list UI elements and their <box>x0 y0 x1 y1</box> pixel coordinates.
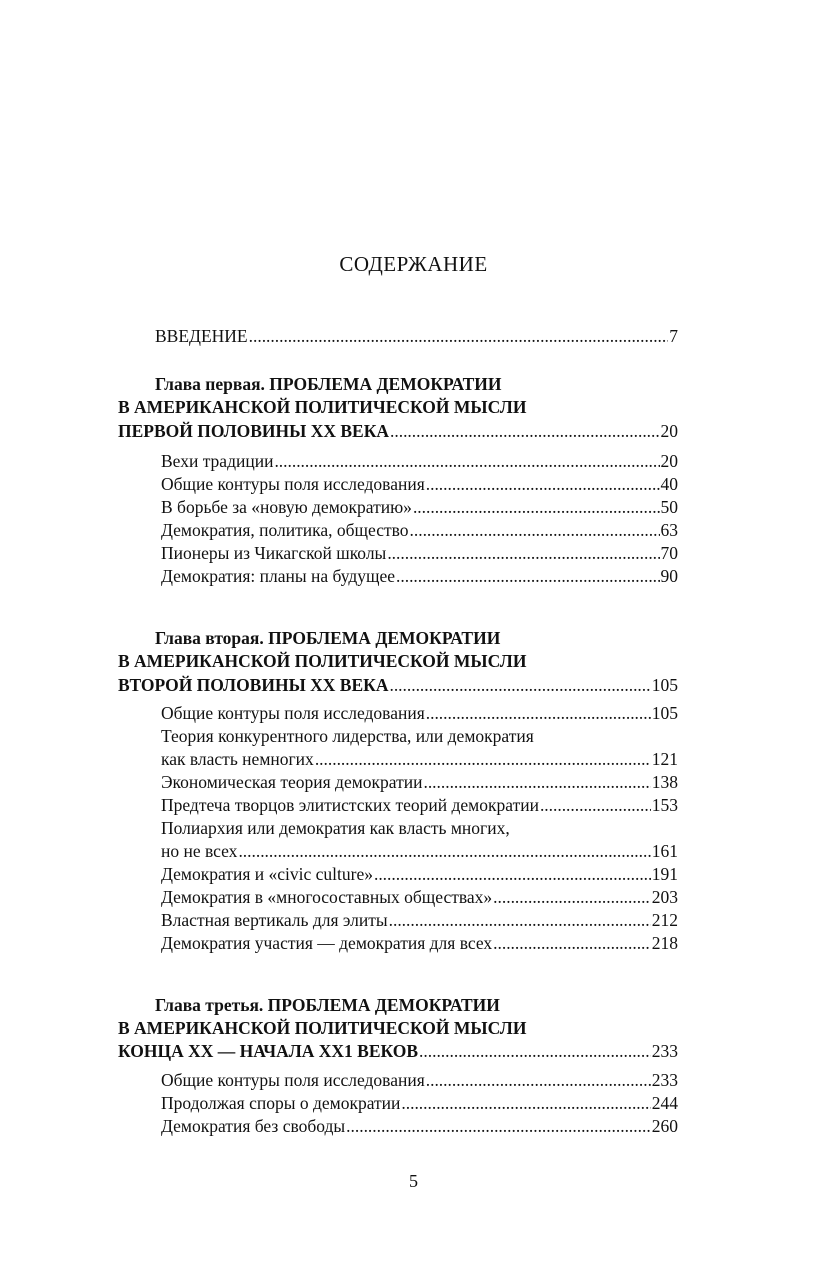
toc-entry-page: 7 <box>669 326 678 346</box>
toc-entry-page: 63 <box>660 520 678 540</box>
leader-dots <box>346 1115 651 1137</box>
chapter-heading-line: Глава третья. ПРОБЛЕМА ДЕМОКРАТИИ <box>155 995 500 1015</box>
toc-entry-label: Демократия в «многосоставных обществах» <box>161 887 493 907</box>
toc-entry-page: 20 <box>660 421 678 441</box>
toc-entry-page: 161 <box>651 841 678 861</box>
toc-entry <box>161 565 678 587</box>
page-number: 5 <box>409 1171 418 1191</box>
leader-dots <box>249 325 669 347</box>
toc-entry-label: Экономическая теория демократии <box>161 772 423 792</box>
toc-entry <box>161 542 678 564</box>
leader-dots <box>423 771 650 793</box>
leader-dots <box>374 863 651 885</box>
toc-entry-label: как власть немногих <box>161 749 314 769</box>
toc-entry-label: ПЕРВОЙ ПОЛОВИНЫ XX ВЕКА <box>118 421 390 441</box>
leader-dots <box>315 748 651 770</box>
toc-entry <box>161 886 678 908</box>
toc-entry <box>161 909 678 931</box>
toc-entry-chapter-3 <box>118 1040 678 1062</box>
toc-entry-page: 70 <box>660 543 678 563</box>
leader-dots <box>493 932 651 954</box>
leader-dots <box>493 886 651 908</box>
toc-entry-label: Вехи традиции <box>161 451 274 471</box>
toc-entry-label: ВТОРОЙ ПОЛОВИНЫ XX ВЕКА <box>118 675 389 695</box>
toc-entry-page: 191 <box>651 864 678 884</box>
toc-entry-label: Общие контуры поля исследования <box>161 1070 425 1090</box>
toc-entry-page: 138 <box>651 772 678 792</box>
toc-entry-label: но не всех <box>161 841 238 861</box>
chapter-heading-line: В АМЕРИКАНСКОЙ ПОЛИТИЧЕСКОЙ МЫСЛИ <box>118 1018 527 1038</box>
toc-entry-label: Демократия участия — демократия для всех <box>161 933 493 953</box>
leader-dots <box>419 1040 651 1062</box>
toc-entry-first-line: Полиархия или демократия как власть многих, <box>161 818 510 838</box>
toc-entry <box>161 702 678 724</box>
leader-dots <box>401 1092 650 1114</box>
leader-dots <box>396 565 659 587</box>
toc-entry <box>161 840 678 862</box>
chapter-heading-line: В АМЕРИКАНСКОЙ ПОЛИТИЧЕСКОЙ МЫСЛИ <box>118 397 527 417</box>
toc-entry-page: 50 <box>660 497 678 517</box>
toc-entry-page: 244 <box>651 1093 678 1113</box>
leader-dots <box>426 473 660 495</box>
toc-entry-label: В борьбе за «новую демократию» <box>161 497 412 517</box>
toc-entry-page: 40 <box>660 474 678 494</box>
toc-entry-label: Демократия без свободы <box>161 1116 346 1136</box>
toc-entry <box>161 1069 678 1091</box>
toc-entry-page: 105 <box>651 703 678 723</box>
toc-entry <box>161 496 678 518</box>
toc-entry-intro <box>155 325 678 347</box>
toc-entry-label: Предтеча творцов элитистских теорий демократии <box>161 795 539 815</box>
chapter-heading-line: Глава вторая. ПРОБЛЕМА ДЕМОКРАТИИ <box>155 628 501 648</box>
toc-entry-page: 121 <box>651 749 678 769</box>
toc-entry-page: 233 <box>651 1041 678 1061</box>
toc-entry-label: Властная вертикаль для элиты <box>161 910 388 930</box>
toc-entry-page: 20 <box>660 451 678 471</box>
toc-entry-label: Продолжая споры о демократии <box>161 1093 401 1113</box>
toc-entry <box>161 771 678 793</box>
toc-entry <box>161 932 678 954</box>
toc-entry-label: ВВЕДЕНИЕ <box>155 326 248 346</box>
leader-dots <box>389 674 650 696</box>
toc-entry-page: 90 <box>660 566 678 586</box>
leader-dots <box>389 909 651 931</box>
leader-dots <box>426 1069 651 1091</box>
toc-entry <box>161 1115 678 1137</box>
toc-entry-label: Пионеры из Чикагской школы <box>161 543 387 563</box>
toc-entry-page: 153 <box>651 795 678 815</box>
chapter-heading-line: В АМЕРИКАНСКОЙ ПОЛИТИЧЕСКОЙ МЫСЛИ <box>118 651 527 671</box>
toc-entry <box>161 519 678 541</box>
toc-entry-page: 260 <box>651 1116 678 1136</box>
toc-entry-label: КОНЦА XX — НАЧАЛА XX1 ВЕКОВ <box>118 1041 419 1061</box>
toc-entry <box>161 473 678 495</box>
toc-entry-page: 203 <box>651 887 678 907</box>
leader-dots <box>238 840 650 862</box>
toc-entry-label: Общие контуры поля исследования <box>161 703 425 723</box>
toc-entry <box>161 450 678 472</box>
leader-dots <box>387 542 659 564</box>
toc-entry-page: 233 <box>651 1070 678 1090</box>
leader-dots <box>274 450 659 472</box>
toc-entry <box>161 863 678 885</box>
toc-entry-label: Демократия и «civic culture» <box>161 864 373 884</box>
toc-entry-label: Демократия: планы на будущее <box>161 566 396 586</box>
toc-entry-label: Демократия, политика, общество <box>161 520 409 540</box>
toc-entry-page: 212 <box>651 910 678 930</box>
leader-dots <box>426 702 651 724</box>
toc-entry-page: 105 <box>651 675 678 695</box>
toc-entry-chapter-2 <box>118 674 678 696</box>
toc-entry-first-line: Теория конкурентного лидерства, или демократия <box>161 726 534 746</box>
leader-dots <box>410 519 660 541</box>
chapter-heading-line: Глава первая. ПРОБЛЕМА ДЕМОКРАТИИ <box>155 374 502 394</box>
toc-entry <box>161 794 678 816</box>
toc-entry-chapter-1 <box>118 420 678 442</box>
leader-dots <box>413 496 660 518</box>
toc-entry-page: 218 <box>651 933 678 953</box>
toc-entry <box>161 748 678 770</box>
toc-entry <box>161 1092 678 1114</box>
leader-dots <box>540 794 651 816</box>
toc-entry-label: Общие контуры поля исследования <box>161 474 425 494</box>
page-title: СОДЕРЖАНИЕ <box>339 252 488 276</box>
leader-dots <box>390 420 659 442</box>
